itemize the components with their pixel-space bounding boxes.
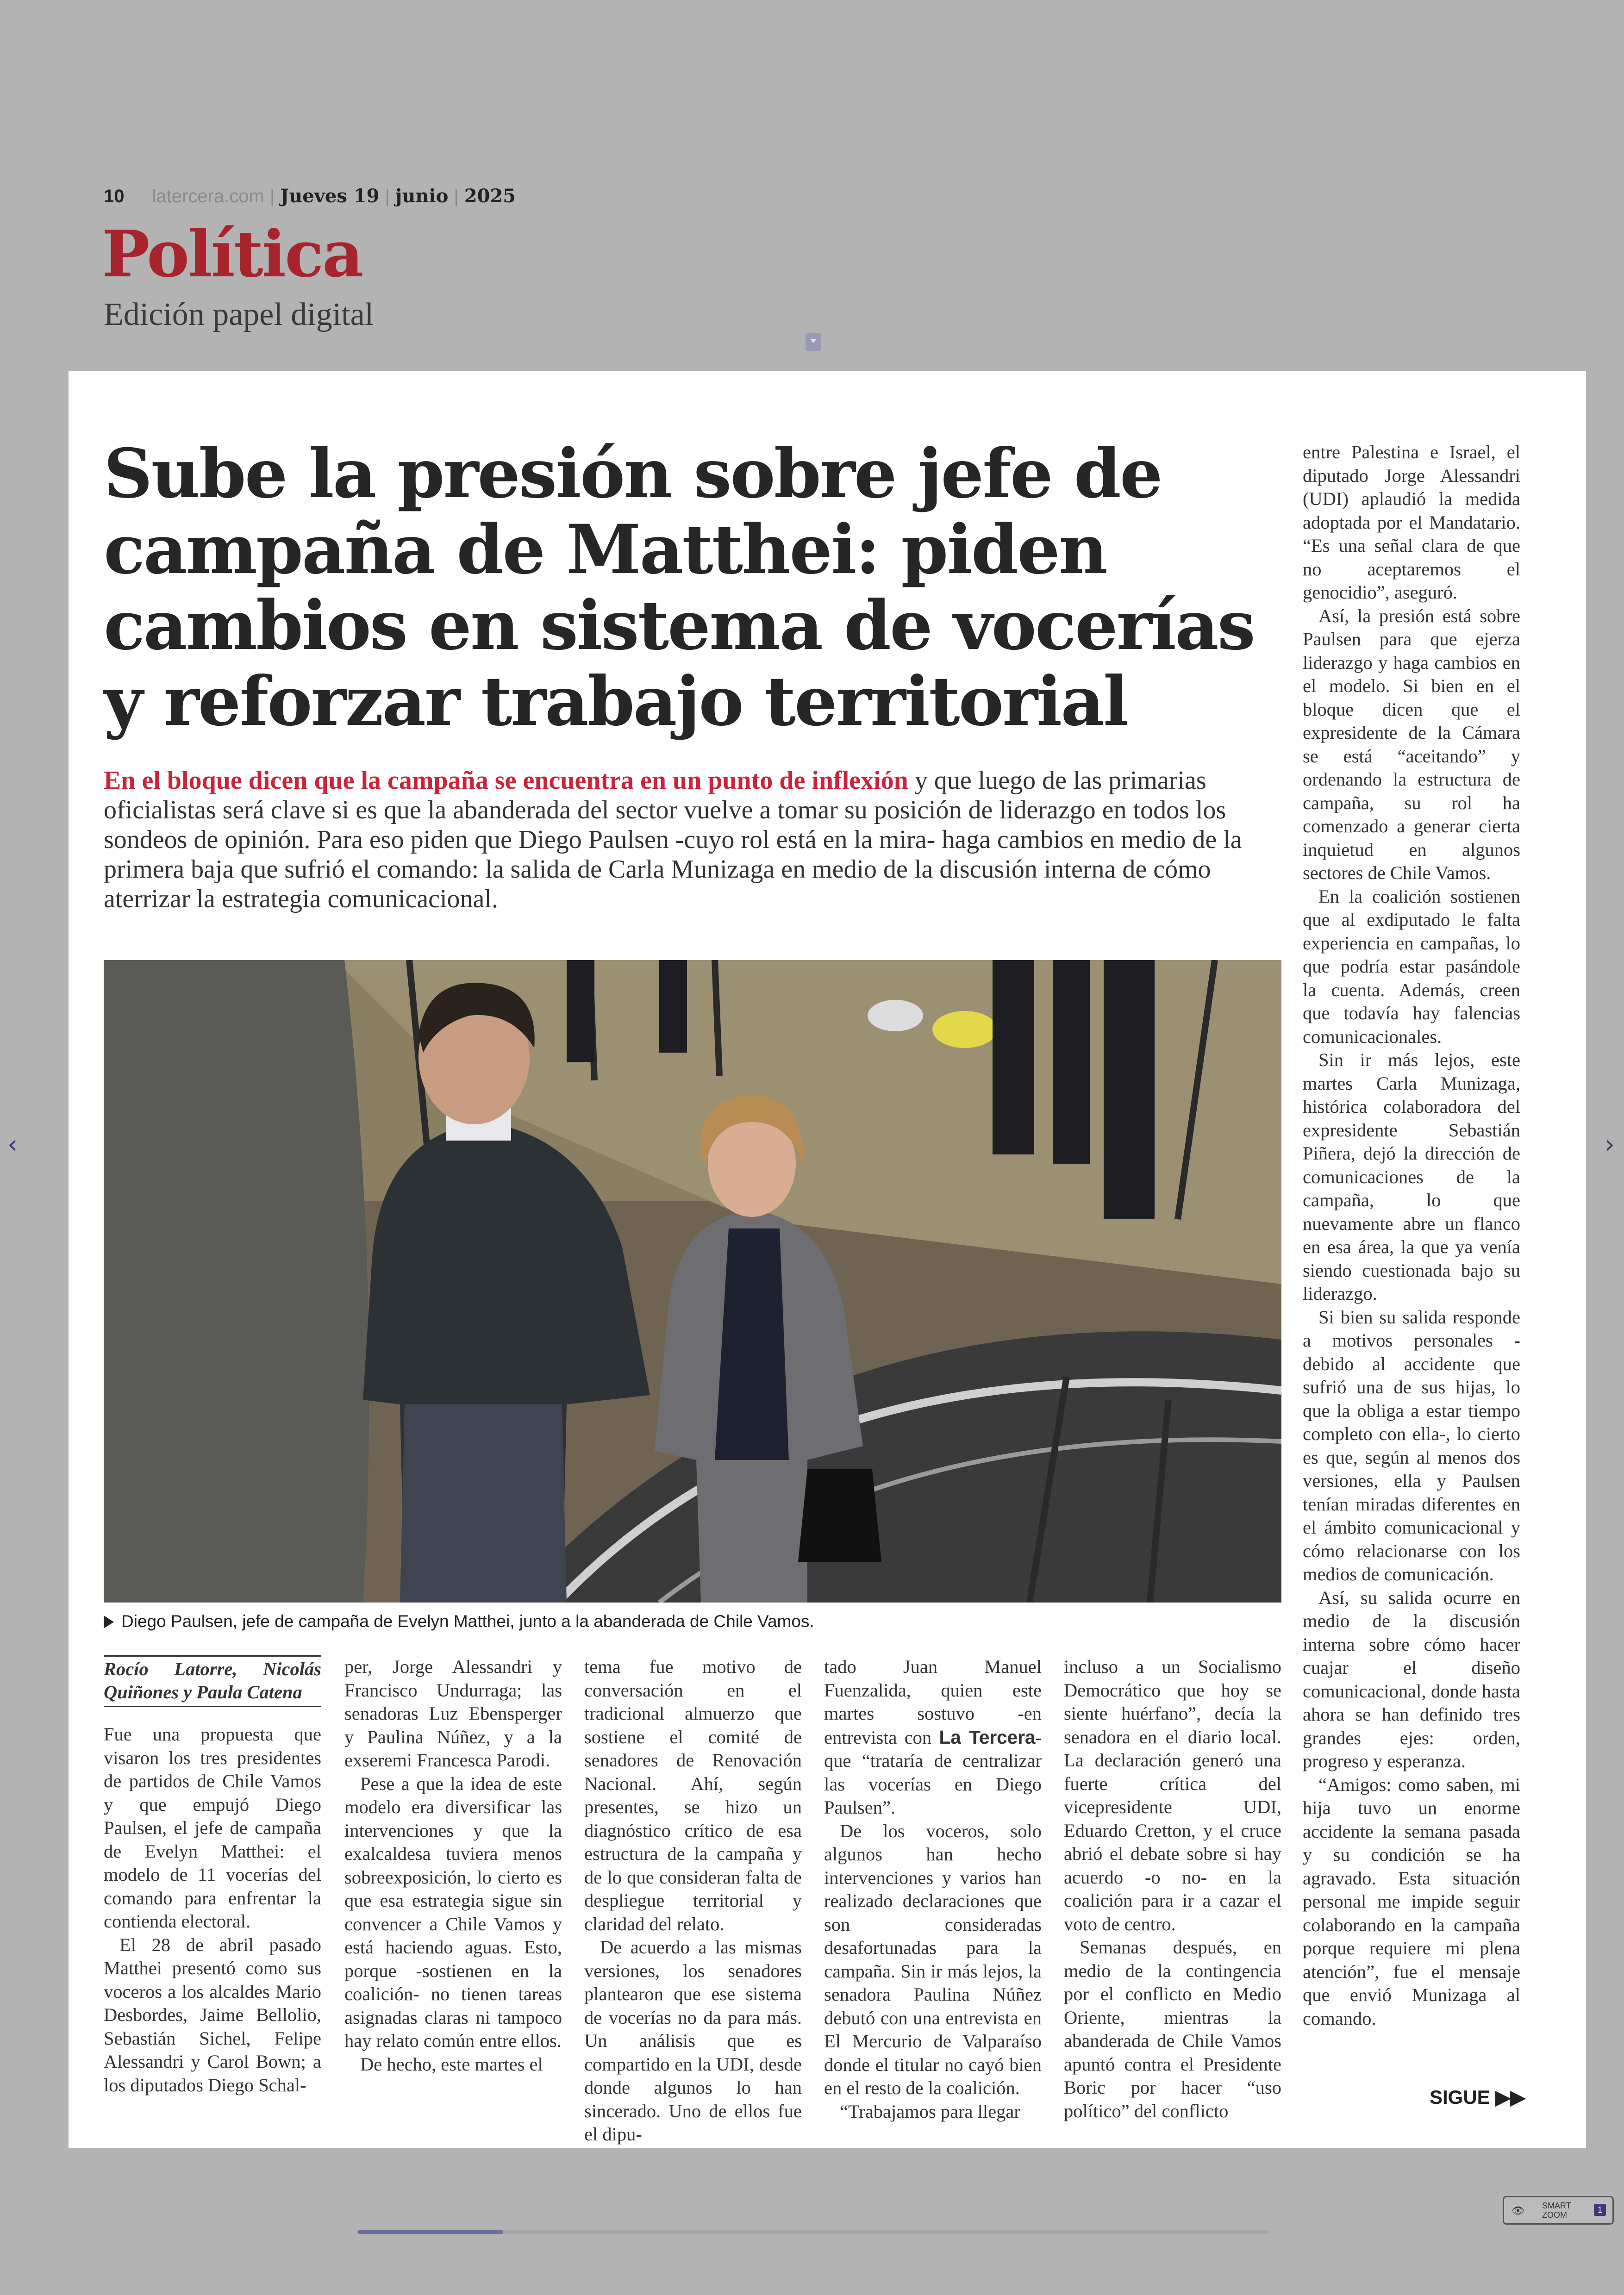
paragraph: En la coalición sostienen que al exdiputado le falta experiencia en campañas, lo que podría estar pasándole la cuenta. Además, creen que todavía hay falencias comunicacionales. bbox=[1303, 886, 1520, 1047]
lede-text: y que luego de las primarias oficialistas será clave si es que la abanderada del sector vuelve a tomar su posición de liderazgo en todos los sondeos de opinión. Para eso piden que Diego Paulsen -cuyo rol está en la mira- haga cambios en medio de la primera baja que sufrió el comando: la salida de Carla Munizaga en medio de la discusión interna de cómo aterrizar la estrategia comunicacional. bbox=[104, 766, 1242, 913]
paragraph: entre Palestina e Israel, el diputado Jorge Alessandri (UDI) aplaudió la medida adoptada por el Mandatario. “Es una señal clara de que no aceptaremos el genocidio”, aseguró. bbox=[1303, 442, 1520, 603]
issue-year: 2025 bbox=[464, 185, 516, 207]
separator: | bbox=[269, 186, 275, 206]
next-page-icon[interactable]: › bbox=[1604, 1129, 1615, 1160]
article-photo bbox=[104, 960, 1281, 1603]
zoom-label: SMART ZOOM bbox=[1542, 2201, 1571, 2220]
paragraph: De hecho, este martes el bbox=[360, 2053, 543, 2075]
article-lede bbox=[104, 766, 1303, 914]
text-column-6 bbox=[1303, 441, 1520, 2030]
continue-label[interactable]: SIGUE ▶▶ bbox=[1430, 2086, 1525, 2108]
paragraph: Así, su salida ocurre en medio de la discusión interna sobre cómo hacer cuajar el diseño comunicacional, donde hasta ahora se han definido tres grandes ejes: orden, progreso y esperanza. bbox=[1303, 1587, 1520, 1771]
newspaper-name: La Tercera bbox=[939, 1726, 1036, 1748]
smart-zoom-button[interactable] bbox=[1503, 2196, 1614, 2225]
paragraph: Si bien su salida responde a motivos personales -debido al accidente que sufrió una de sus hijas, lo que la obliga a estar tiempo completo con ella-, lo cierto es que, según al menos dos versiones, ella y Paulsen tenían miradas diferentes en el ámbito comunicacional y cómo relacionarse con los medios de comunicación. bbox=[1303, 1306, 1520, 1584]
article-headline: Sube la presión sobre jefe de campaña de Matthei: piden cambios en sistema de vocerías y reforzar trabajo territorial bbox=[104, 434, 1254, 741]
paragraph: Sin ir más lejos, este martes Carla Munizaga, histórica colaboradora del expresidente Sebastián Piñera, dejó la dirección de comunicaciones de la campaña, lo que nuevamente abre un flanco en esa área, la que ya venía siendo cuestionada bajo su liderazgo. bbox=[1303, 1049, 1520, 1304]
eye-icon: 👁 bbox=[1512, 2205, 1524, 2216]
text-column-4 bbox=[824, 1655, 1042, 2123]
site-name[interactable]: latercera.com bbox=[152, 186, 264, 206]
paragraph: “Trabajamos para llegar bbox=[840, 2101, 1020, 2122]
paragraph: Fue una propuesta que visaron los tres presidentes de partidos de Chile Vamos y que empujó Diego Paulsen, el jefe de campaña de Evelyn Matthei: el modelo de 11 vocerías del comando para enfrentar la contienda electoral. bbox=[104, 1724, 321, 1932]
byline: Rocío Latorre, Nicolás Quiñones y Paula Catena bbox=[104, 1655, 321, 1707]
paragraph: per, Jorge Alessandri y Francisco Undurraga; las senadoras Luz Ebensperger y Paulina Núñez, y a la exseremi Francesca Parodi. bbox=[344, 1656, 562, 1771]
paragraph: De los voceros, solo algunos han hecho intervenciones y varios han realizado declaraciones que son consideradas desafortunadas para la campaña. Sin ir más lejos, la senadora Paulina Núñez debutó con una entrevista en El Mercurio de Valparaíso donde el titular no cayó bien en el resto de la coalición. bbox=[824, 1820, 1042, 2098]
paragraph-text: tado Juan Manuel Fuenzalida, quien este martes sostuvo -en entrevista con bbox=[824, 1656, 1042, 1748]
edition-subtitle: Edición papel digital bbox=[104, 297, 374, 332]
issue-month: junio bbox=[395, 185, 449, 207]
section-title: Política bbox=[102, 216, 362, 292]
reading-progress-bar[interactable] bbox=[357, 2230, 1269, 2234]
paragraph: incluso a un Socialismo Democrático que hoy se siente huérfano”, decía la senadora en el diario local. La declaración generó una fuerte crítica del vicepresidente UDI, Eduardo Cretton, y el cruce abrió el debate sobre si hay acuerdo -o no- en la coalición para ir a cazar el voto de centro. bbox=[1064, 1656, 1281, 1934]
text-column-5 bbox=[1064, 1655, 1281, 2123]
issue-day: Jueves 19 bbox=[280, 185, 380, 207]
paragraph-text: - que “trataría de centralizar las vocerías en Diego Paulsen”. bbox=[824, 1727, 1042, 1818]
paragraph: tema fue motivo de conversación en el tradicional almuerzo que sostiene el comité de senadores de Renovación Nacional. Ahí, según presentes, se hizo un diagnóstico crítico de esa estructura de la campaña y de lo que consideran falta de despliegue territorial y claridad del relato. bbox=[584, 1656, 802, 1934]
paragraph: El 28 de abril pasado Matthei presentó como sus voceros a los alcaldes Mario Desbordes, Jaime Bellolio, Sebastián Sichel, Felipe Alessandri y Carol Bown; a los diputados Diego Schal- bbox=[104, 1934, 321, 2095]
prev-page-icon[interactable]: ‹ bbox=[7, 1129, 18, 1160]
paragraph: Así, la presión está sobre Paulsen para que ejerza liderazgo y haga cambios en el modelo. Si bien en el bloque dicen que el expresidente de la Cámara se está “aceitando” y ordenando la estructura de campaña, su rol ha comenzado a generar cierta inquietud en algunos sectores de Chile Vamos. bbox=[1303, 605, 1520, 883]
caption-text: Diego Paulsen, jefe de campaña de Evelyn Matthei, junto a la abanderada de Chile Vamos. bbox=[121, 1612, 814, 1631]
caption-marker-icon bbox=[104, 1615, 114, 1628]
separator: | bbox=[454, 186, 459, 206]
lede-highlight: En el bloque dicen que la campaña se encuentra en un punto de inflexión bbox=[104, 766, 908, 795]
issue-meta bbox=[104, 185, 516, 207]
page-number: 10 bbox=[104, 186, 125, 206]
paragraph: “Amigos: como saben, mi hija tuvo un enorme accidente la semana pasada y su condición se ha agravado. Esta situación personal me impide seguir colaborando en la campaña porque requiere mi plena atención”, fue el mensaje que envió Munizaga al comando. bbox=[1303, 1774, 1520, 2029]
collapse-handle-icon[interactable] bbox=[806, 333, 821, 351]
newspaper-page bbox=[69, 371, 1586, 2148]
paragraph: Semanas después, en medio de la contingencia por el conflicto en Medio Oriente, mientras la abanderada de Chile Vamos apuntó contra el Presidente Boric por hacer “uso político” del conflicto bbox=[1064, 1937, 1281, 2121]
text-column-3 bbox=[584, 1655, 802, 2146]
paragraph bbox=[824, 1655, 1042, 1820]
text-column-1 bbox=[104, 1655, 321, 2097]
paragraph: Pese a que la idea de este modelo era diversificar las intervenciones y que la exalcaldesa tuviera menos sobreexposición, lo cierto es que esa estrategia sigue sin convencer a Chile Vamos y está haciendo aguas. Esto, porque -sostienen en la coalición- no tienen tareas asignadas claras ni tampoco hay relato común entre ellos. bbox=[344, 1773, 562, 2051]
photo-caption bbox=[104, 1612, 814, 1631]
zoom-page-badge: 1 bbox=[1594, 2204, 1606, 2216]
separator: | bbox=[385, 186, 390, 206]
text-column-2 bbox=[344, 1655, 562, 2076]
progress-fill bbox=[357, 2230, 503, 2234]
paragraph: De acuerdo a las mismas versiones, los senadores plantearon que ese sistema de vocerías no da para más. Un análisis que es compartido en la UDI, desde donde algunos lo han sincerado. Uno de ellos fue el dipu- bbox=[584, 1937, 802, 2145]
